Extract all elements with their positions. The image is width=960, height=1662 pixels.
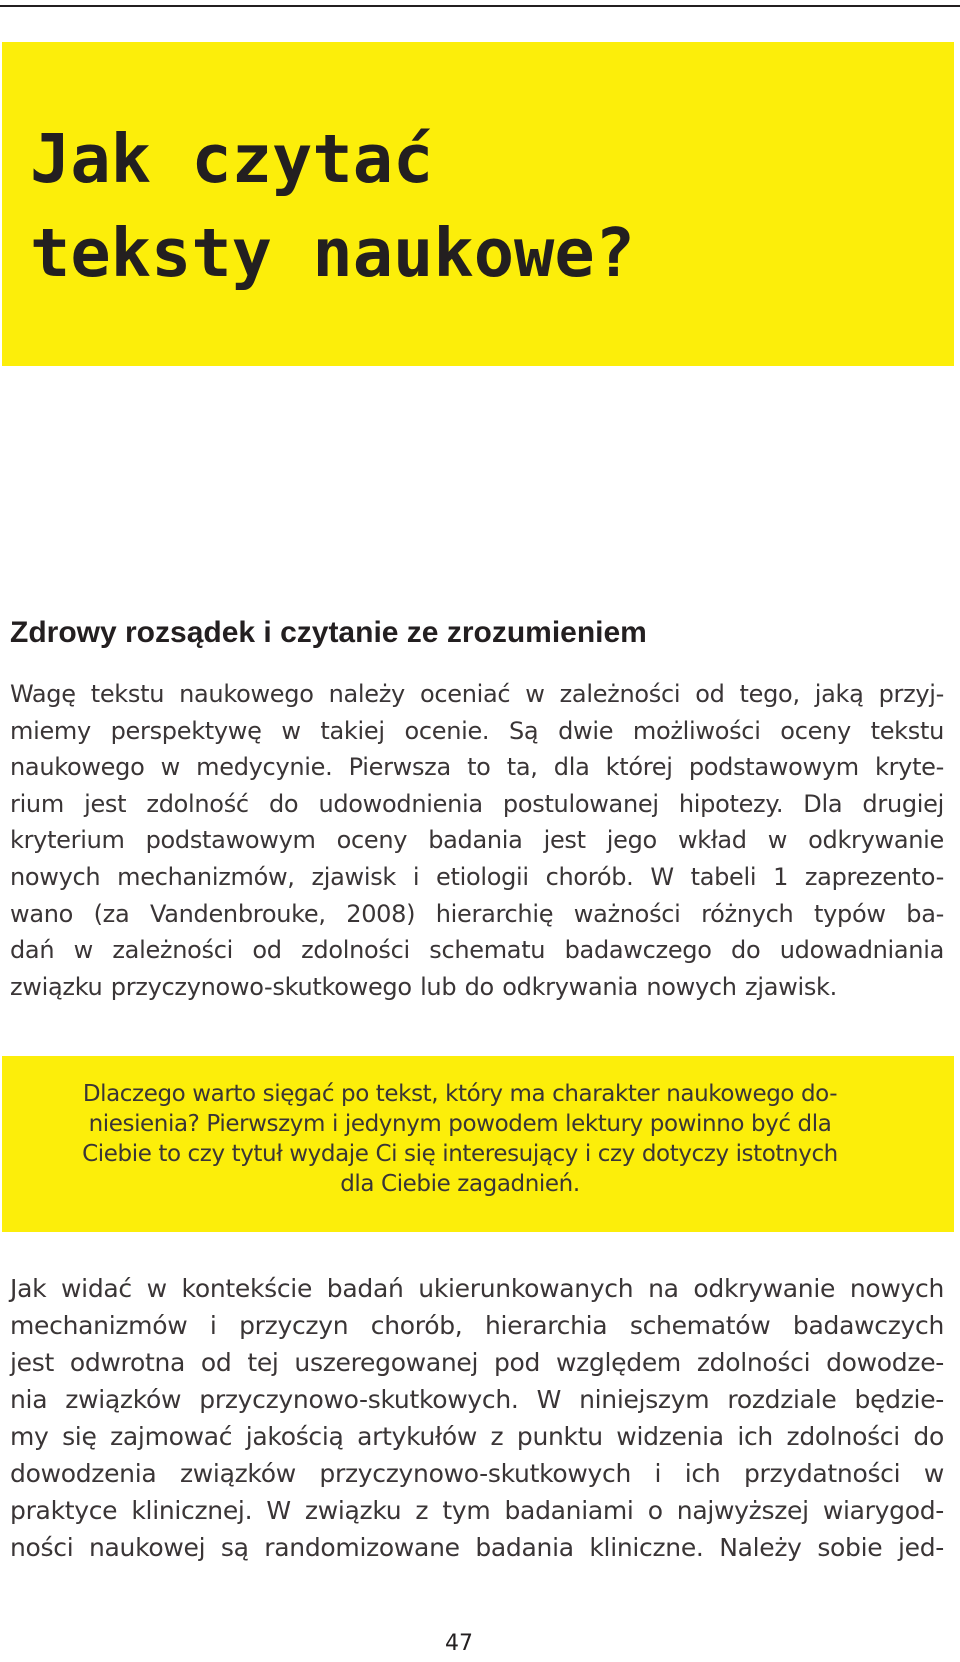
body-paragraph-2 bbox=[10, 1270, 944, 1566]
paragraph-line: wano (za Vandenbrouke, 2008) hierarchię ważności różnych typów ba- bbox=[10, 899, 944, 928]
paragraph-line: rium jest zdolność do udowodnienia postulowanej hipotezy. Dla drugiej bbox=[10, 789, 944, 818]
page-title-line-1: Jak czytać bbox=[30, 120, 434, 198]
paragraph-line: jest odwrotna od tej uszeregowanej pod względem zdolności dowodze- bbox=[10, 1348, 944, 1377]
paragraph-line: naukowego w medycynie. Pierwsza to ta, dla której podstawowym kryte- bbox=[10, 753, 944, 782]
paragraph-line: dań w zależności od zdolności schematu badawczego do udowadniania bbox=[10, 936, 944, 965]
page-title-line-2: teksty naukowe? bbox=[30, 214, 636, 292]
highlight-text bbox=[30, 1079, 890, 1199]
paragraph-line: Wagę tekstu naukowego należy oceniać w zależności od tego, jaką przyj- bbox=[10, 680, 944, 708]
paragraph-line: związku przyczynowo-skutkowego lub do odkrywania nowych zjawisk. bbox=[10, 972, 837, 1001]
highlight-line: dla Ciebie zagadnień. bbox=[340, 1171, 580, 1197]
paragraph-line: miemy perspektywę w takiej ocenie. Są dwie możliwości oceny tekstu bbox=[10, 716, 944, 745]
paragraph-line: kryterium podstawowym oceny badania jest jego wkład w odkrywanie bbox=[10, 826, 944, 855]
paragraph-line: my się zajmować jakością artykułów z punktu widzenia ich zdolności do bbox=[10, 1422, 944, 1451]
paragraph-line: nia związków przyczynowo-skutkowych. W niniejszym rozdziale będzie- bbox=[10, 1385, 944, 1414]
top-rule bbox=[0, 5, 960, 7]
paragraph-line: praktyce klinicznej. W związku z tym badaniami o najwyższej wiarygod- bbox=[10, 1496, 944, 1525]
page-number: 47 bbox=[445, 1631, 473, 1656]
page-title bbox=[30, 112, 635, 300]
highlight-line: niesienia? Pierwszym i jedynym powodem lektury powinno być dla bbox=[88, 1111, 832, 1137]
highlight-line: Dlaczego warto sięgać po tekst, który ma charakter naukowego do- bbox=[82, 1081, 838, 1107]
paragraph-line: Jak widać w kontekście badań ukierunkowanych na odkrywanie nowych bbox=[10, 1274, 944, 1303]
paragraph-line: dowodzenia związków przyczynowo-skutkowych i ich przydatności w bbox=[10, 1459, 944, 1488]
section-heading: Zdrowy rozsądek i czytanie ze zrozumieniem bbox=[10, 616, 647, 649]
paragraph-line: mechanizmów i przyczyn chorób, hierarchia schematów badawczych bbox=[10, 1311, 944, 1340]
paragraph-line: nowych mechanizmów, zjawisk i etiologii chorób. W tabeli 1 zaprezento- bbox=[10, 862, 944, 891]
highlight-line: Ciebie to czy tytuł wydaje Ci się interesujący i czy dotyczy istotnych bbox=[82, 1141, 838, 1167]
paragraph-line: ności naukowej są randomizowane badania kliniczne. Należy sobie jed- bbox=[10, 1533, 944, 1562]
body-paragraph-1 bbox=[10, 676, 944, 1005]
